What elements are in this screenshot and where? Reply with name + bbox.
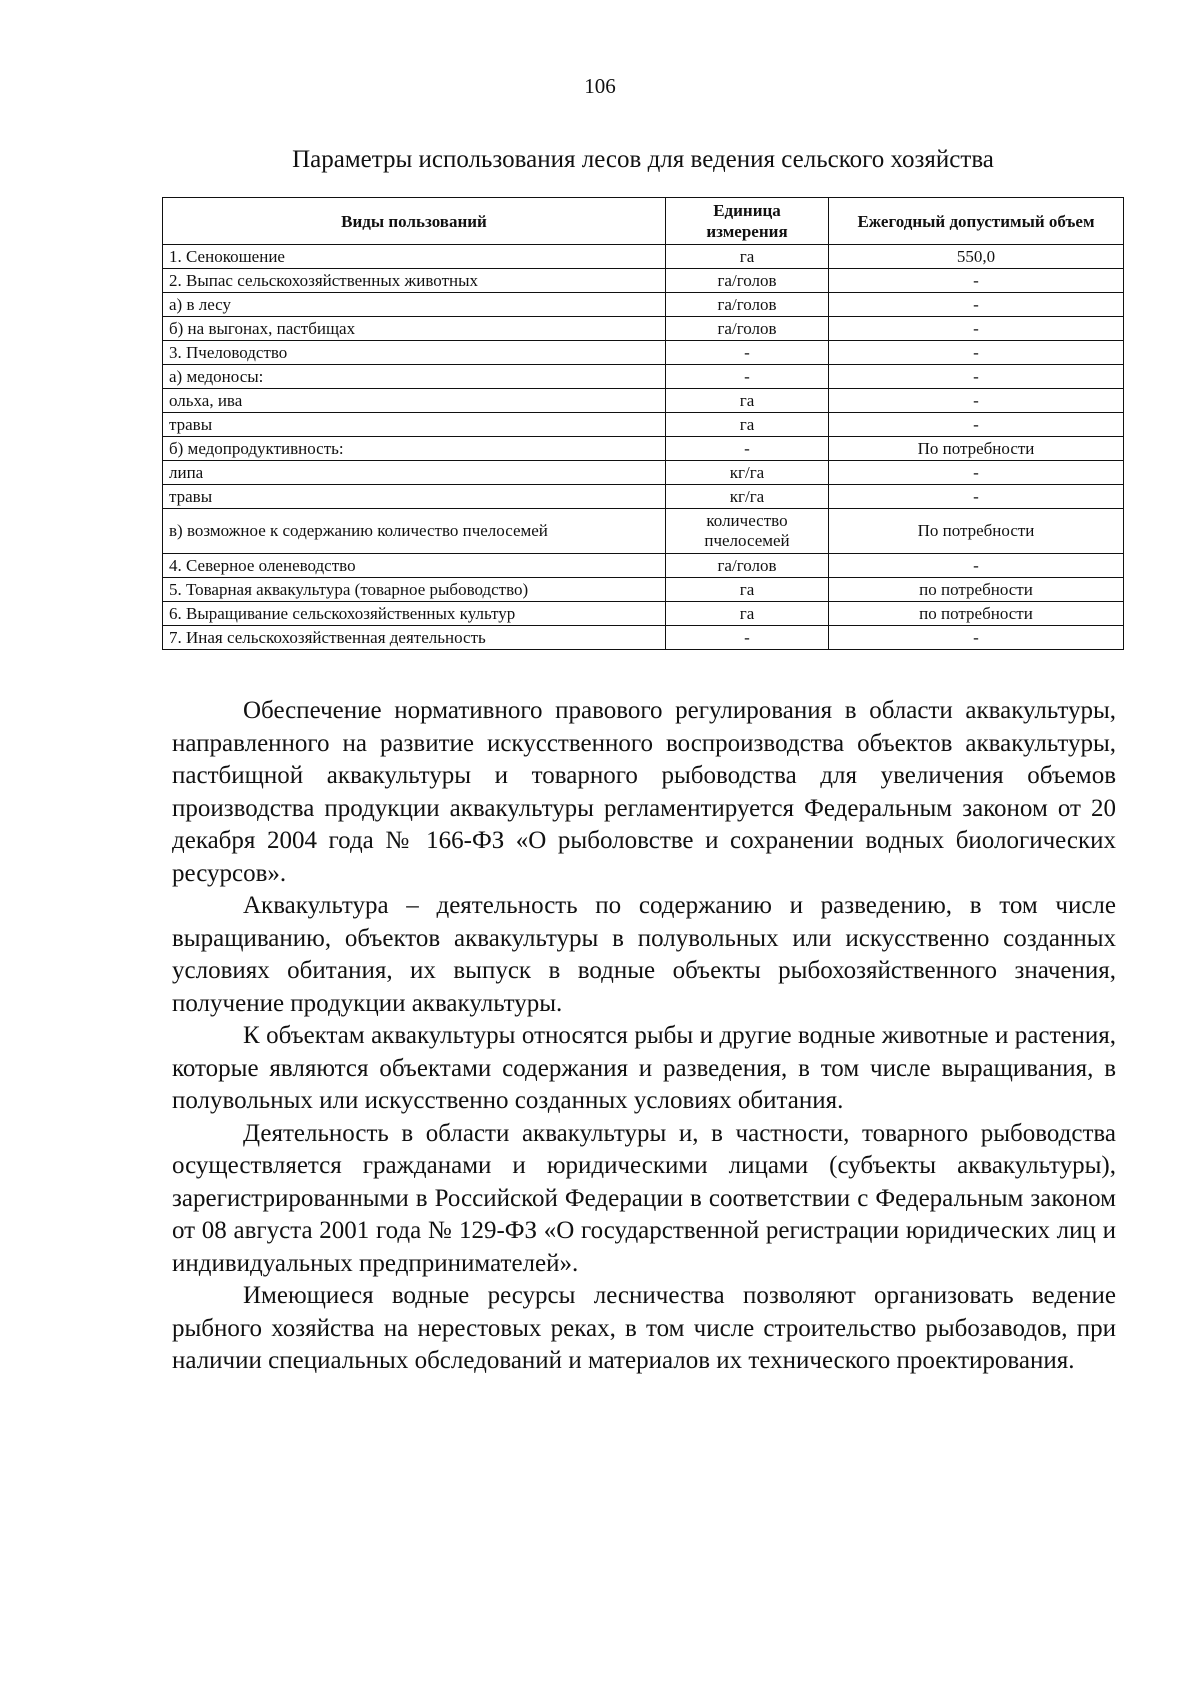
usage-type-cell: липа — [163, 461, 666, 485]
volume-cell: - — [829, 365, 1124, 389]
unit-cell: - — [666, 437, 829, 461]
volume-cell: по потребности — [829, 578, 1124, 602]
header-unit: Единица измерения — [666, 198, 829, 245]
usage-type-cell: б) на выгонах, пастбищах — [163, 317, 666, 341]
paragraph: Обеспечение нормативного правового регулирования в области аквакультуры, направленного на развитие искусственного воспроизводства объектов аквакультуры, пастбищной аквакультуры и товарного рыбоводства для увеличения объемов производства продукции аквакультуры регламентируется Федеральным законом от 20 декабря 2004 года № 166-ФЗ «О рыболовстве и сохранении водных биологических ресурсов». — [172, 697, 1116, 887]
table-title: Параметры использования лесов для ведения сельского хозяйства — [292, 146, 994, 173]
table-row — [163, 365, 1124, 389]
table-row — [163, 437, 1124, 461]
table-row — [163, 317, 1124, 341]
usage-type-cell: 5. Товарная аквакультура (товарное рыбоводство) — [163, 578, 666, 602]
usage-type-cell: б) медопродуктивность: — [163, 437, 666, 461]
unit-cell: га — [666, 602, 829, 626]
volume-cell: По потребности — [829, 437, 1124, 461]
unit-cell: - — [666, 365, 829, 389]
unit-cell: кг/га — [666, 461, 829, 485]
volume-cell: - — [829, 389, 1124, 413]
usage-type-cell: 7. Иная сельскохозяйственная деятельность — [163, 626, 666, 650]
paragraph: К объектам аквакультуры относятся рыбы и другие водные животные и растения, которые являются объектами содержания и разведения, в том числе выращивания, в полувольных или искусственно созданных условиях обитания. — [172, 1022, 1116, 1114]
body-text — [172, 695, 1116, 1378]
usage-type-cell: травы — [163, 485, 666, 509]
table-row — [163, 509, 1124, 554]
table-row — [163, 413, 1124, 437]
table-row — [163, 554, 1124, 578]
unit-cell: кг/га — [666, 485, 829, 509]
table-row — [163, 578, 1124, 602]
unit-cell: га/голов — [666, 317, 829, 341]
usage-type-cell: а) в лесу — [163, 293, 666, 317]
volume-cell: - — [829, 413, 1124, 437]
paragraph: Деятельность в области аквакультуры и, в частности, товарного рыбоводства осуществляется гражданами и юридическими лицами (субъекты аквакультуры), зарегистрированными в Российской Федерации в соответствии с Федеральным законом от 08 августа 2001 года № 129-ФЗ «О государственной регистрации юридических лиц и индивидуальных предпринимателей». — [172, 1119, 1116, 1277]
paragraph: Имеющиеся водные ресурсы лесничества позволяют организовать ведение рыбного хозяйства на нерестовых реках, в том числе строительство рыбозаводов, при наличии специальных обследований и материалов их технического проектирования. — [172, 1282, 1116, 1374]
table-row — [163, 245, 1124, 269]
unit-cell: га — [666, 413, 829, 437]
volume-cell: По потребности — [829, 509, 1124, 554]
usage-type-cell: 4. Северное оленеводство — [163, 554, 666, 578]
header-usage-type: Виды пользований — [163, 198, 666, 245]
table-row — [163, 461, 1124, 485]
unit-cell: - — [666, 341, 829, 365]
usage-type-cell: 6. Выращивание сельскохозяйственных культур — [163, 602, 666, 626]
table-header-row — [163, 198, 1124, 245]
volume-cell: 550,0 — [829, 245, 1124, 269]
volume-cell: - — [829, 461, 1124, 485]
volume-cell: - — [829, 317, 1124, 341]
usage-type-cell: ольха, ива — [163, 389, 666, 413]
unit-cell: га/голов — [666, 269, 829, 293]
unit-cell: га — [666, 245, 829, 269]
page-number: 106 — [584, 74, 616, 98]
usage-type-cell: а) медоносы: — [163, 365, 666, 389]
table-row — [163, 485, 1124, 509]
usage-type-cell: 1. Сенокошение — [163, 245, 666, 269]
usage-type-cell: травы — [163, 413, 666, 437]
unit-cell: га/голов — [666, 293, 829, 317]
volume-cell: - — [829, 293, 1124, 317]
volume-cell: - — [829, 626, 1124, 650]
usage-type-cell: 2. Выпас сельскохозяйственных животных — [163, 269, 666, 293]
unit-cell: количество пчелосемей — [666, 509, 829, 554]
table-row — [163, 389, 1124, 413]
table-row — [163, 602, 1124, 626]
unit-cell: га — [666, 578, 829, 602]
usage-type-cell: 3. Пчеловодство — [163, 341, 666, 365]
parameters-table — [162, 197, 1124, 650]
table-row — [163, 269, 1124, 293]
unit-cell: га/голов — [666, 554, 829, 578]
table-row — [163, 293, 1124, 317]
volume-cell: - — [829, 485, 1124, 509]
usage-type-cell: в) возможное к содержанию количество пчелосемей — [163, 509, 666, 554]
table-row — [163, 626, 1124, 650]
volume-cell: по потребности — [829, 602, 1124, 626]
volume-cell: - — [829, 341, 1124, 365]
table-row — [163, 341, 1124, 365]
unit-cell: - — [666, 626, 829, 650]
paragraph: Аквакультура – деятельность по содержанию и разведению, в том числе выращиванию, объектов аквакультуры в полувольных или искусственно созданных условиях обитания, их выпуск в водные объекты рыбохозяйственного значения, получение продукции аквакультуры. — [172, 892, 1116, 1017]
volume-cell: - — [829, 269, 1124, 293]
header-annual-volume: Ежегодный допустимый объем — [829, 198, 1124, 245]
volume-cell: - — [829, 554, 1124, 578]
unit-cell: га — [666, 389, 829, 413]
